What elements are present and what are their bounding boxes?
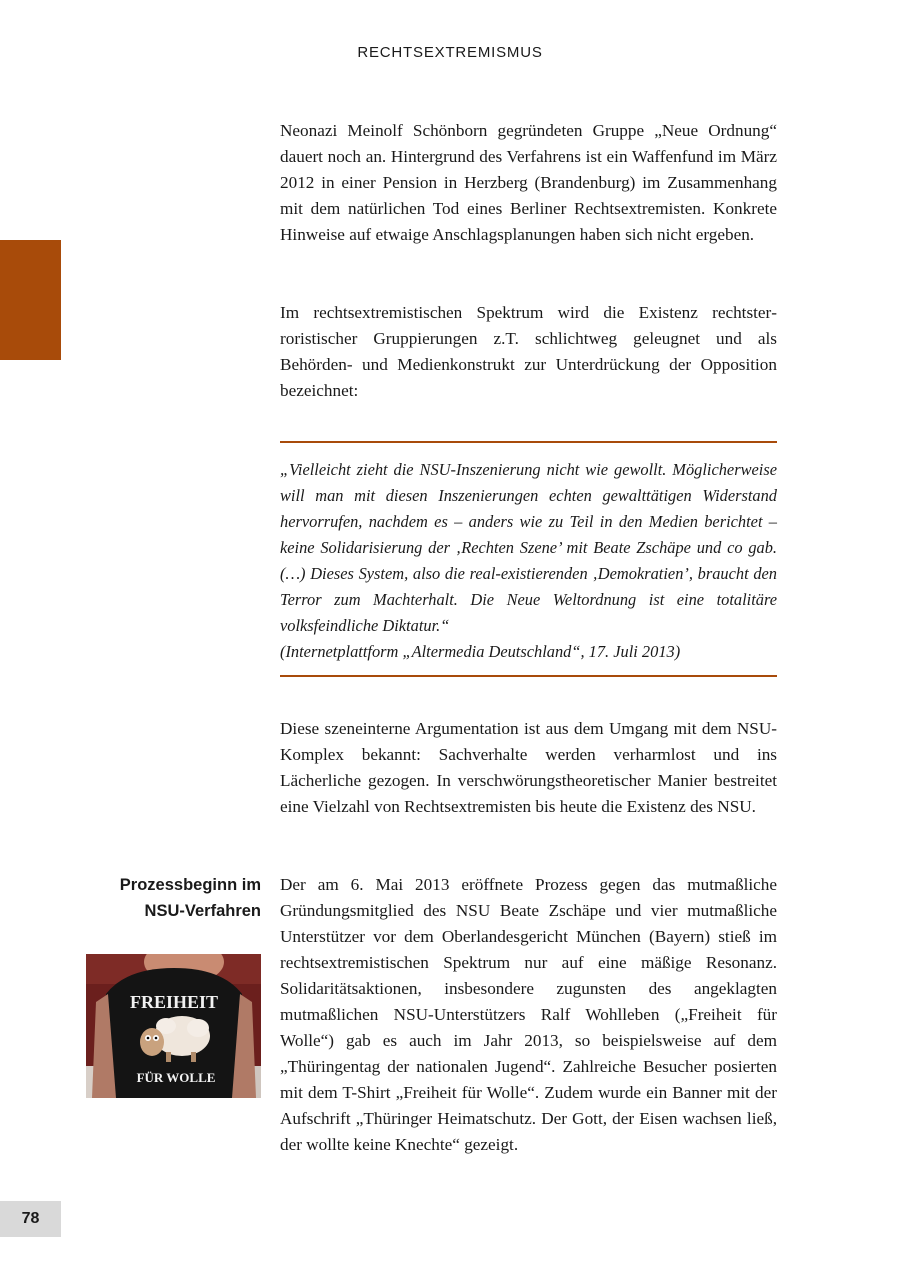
quote-source: (Internetplattform „Altermedia Deutschland“, 17. Juli 2013) <box>280 642 681 661</box>
body-paragraph-3 <box>280 716 777 820</box>
page-number: 78 <box>0 1201 61 1237</box>
margin-heading-line-1: Prozessbeginn im <box>119 876 261 894</box>
margin-heading-line-2: NSU-Verfahren <box>144 902 261 920</box>
paragraph-text: Der am 6. Mai 2013 eröffnete Prozess gegen das mutmaßliche Gründungsmitglied des NSU Beate Zschäpe und vier mutmaßliche Unterstützer vor dem Oberlandesgericht München (Bayern) stieß im rechtsextremistischen Spektrum nur auf eine mäßige Resonanz. Solidaritätsaktionen, insbesondere zugunsten des angeklagten mutmaßlichen NSU-Unterstützers Ralf Wohlleben („Freiheit für Wolle“) gab es auch im Jahr 2013, so beispielsweise auf dem „Thüringentag der nationalen Jugend“. Zahlreiche Besucher posierten mit dem T-Shirt „Freiheit für Wolle“. Zudem wurde ein Banner mit der Aufschrift „Thüringer Heimatschutz. Der Gott, der Eisen wachsen ließ, der wollte keine Knechte“ gezeigt. <box>280 875 777 1154</box>
tshirt-photo-illustration <box>86 954 261 1098</box>
paragraph-text: Im rechtsextremistischen Spektrum wird die Existenz rechtsterroristischer Gruppierungen z.T. schlichtweg geleugnet und als Behörden- und Medienkonstrukt zur Unterdrückung der Opposition bezeichnet: <box>280 303 777 400</box>
shirt-text-bottom: FÜR WOLLE <box>136 1070 216 1085</box>
shirt-text-top: FREIHEIT <box>129 992 219 1012</box>
chapter-color-tab <box>0 240 61 360</box>
paragraph-text: Diese szeneinterne Argumentation ist aus dem Umgang mit dem NSU-Komplex bekannt: Sachverhalte werden verharmlost und ins Lächerliche gezogen. In verschwörungstheoretischer Manier bestreitet eine Vielzahl von Rechtsextremisten bis heute die Existenz des NSU. <box>280 719 777 816</box>
quote-block <box>280 441 777 677</box>
quote-text: „Vielleicht zieht die NSU-Inszenierung nicht wie gewollt. Möglicherweise will man mit diesen Inszenierungen echten gewalttätigen Widerstand hervorrufen, nachdem es – anders wie zu Teil in den Medien berichtet – keine Solidarisierung der ‚Rechten Szene’ mit Beate Zschäpe und co gab. (…) Dieses System, also die real-existierenden ‚Demokratien’, braucht den Terror zum Machterhalt. Die Neue Weltordnung ist eine totalitäre volksfeindliche Diktatur.“ <box>280 460 777 635</box>
body-paragraph-1 <box>280 118 777 248</box>
tshirt-photo <box>86 954 261 1098</box>
margin-heading <box>61 872 261 924</box>
paragraph-text: Neonazi Meinolf Schönborn gegründeten Gruppe „Neue Ordnung“ dauert noch an. Hintergrund des Verfahrens ist ein Waffenfund im März 2012 in einer Pension in Herzberg (Brandenburg) im Zusammenhang mit dem natürlichen Tod eines Berliner Rechtsextremisten. Konkrete Hinweise auf etwaige Anschlagsplanungen haben sich nicht ergeben. <box>280 121 777 244</box>
body-paragraph-2 <box>280 300 777 404</box>
running-head: RECHTSEXTREMISMUS <box>357 44 543 61</box>
body-paragraph-4 <box>280 872 777 1158</box>
quote-content <box>280 457 777 665</box>
